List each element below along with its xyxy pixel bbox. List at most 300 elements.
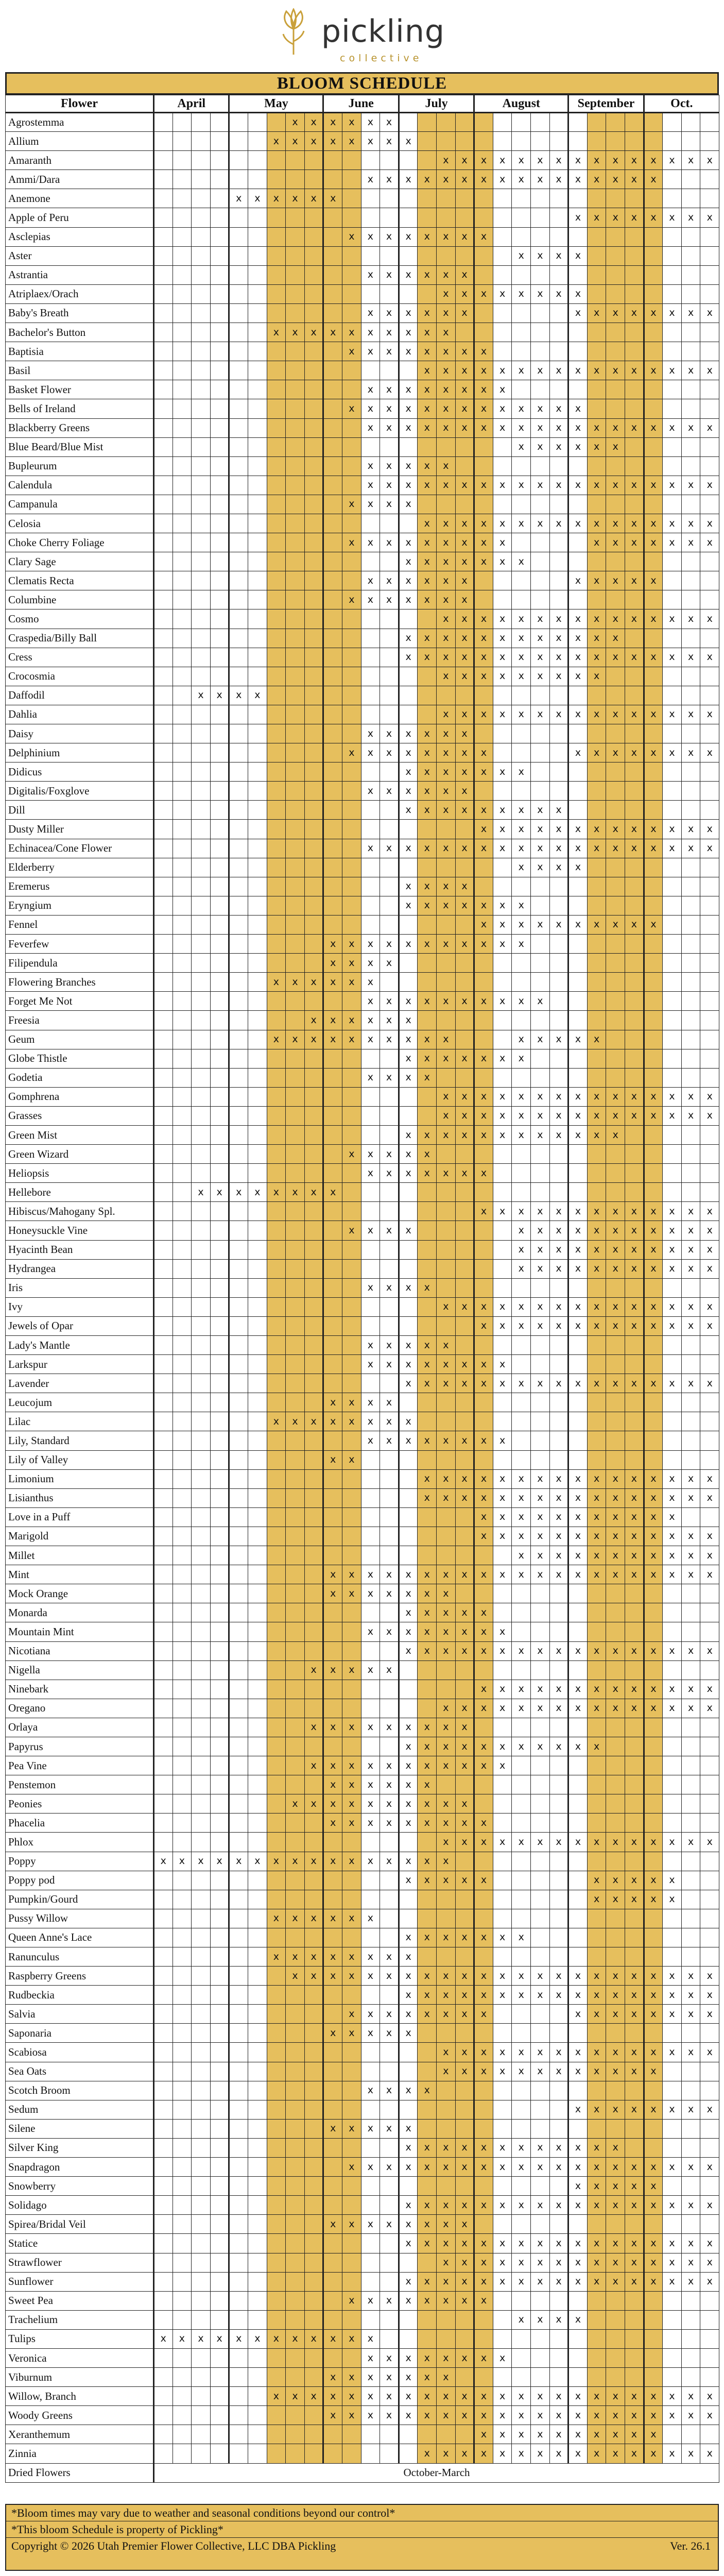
bloom-cell	[342, 361, 361, 380]
bloom-cell	[229, 1164, 248, 1183]
bloom-cell	[399, 1106, 418, 1125]
bloom-cell	[154, 189, 173, 208]
bloom-cell	[587, 323, 606, 342]
bloom-cell	[286, 1622, 305, 1641]
bloom-cell	[549, 113, 568, 132]
bloom-cell	[210, 973, 229, 992]
bloom-cell	[210, 2444, 229, 2463]
footer-notes	[5, 2504, 719, 2571]
bloom-cell	[286, 1775, 305, 1794]
bloom-cell	[681, 1145, 700, 1164]
bloom-cell: x	[700, 1565, 719, 1584]
bloom-cell	[437, 954, 456, 973]
bloom-cell	[644, 1145, 663, 1164]
bloom-cell	[154, 1221, 173, 1240]
bloom-cell	[304, 1240, 323, 1259]
bloom-cell	[229, 2081, 248, 2100]
bloom-cell	[286, 1125, 305, 1144]
bloom-cell	[192, 189, 211, 208]
bloom-cell: x	[512, 2253, 531, 2272]
bloom-cell	[681, 2329, 700, 2348]
bloom-cell	[399, 915, 418, 934]
bloom-cell: x	[323, 954, 342, 973]
bloom-cell	[493, 1030, 512, 1049]
bloom-cell	[173, 992, 192, 1011]
bloom-cell	[380, 1316, 399, 1335]
bloom-cell: x	[418, 1814, 437, 1833]
bloom-cell	[681, 170, 700, 189]
bloom-cell: x	[606, 476, 625, 495]
bloom-cell	[173, 2406, 192, 2425]
bloom-cell: x	[512, 2406, 531, 2425]
bloom-cell: x	[644, 1680, 663, 1699]
bloom-cell	[493, 113, 512, 132]
bloom-cell	[154, 1240, 173, 1259]
bloom-cell	[418, 495, 437, 514]
bloom-cell	[323, 1164, 342, 1183]
bloom-cell	[304, 303, 323, 323]
bloom-cell	[568, 1278, 588, 1297]
bloom-cell	[304, 1297, 323, 1316]
bloom-cell	[210, 113, 229, 132]
bloom-cell: x	[267, 132, 286, 151]
bloom-cell	[267, 1145, 286, 1164]
bloom-cell	[606, 1336, 625, 1355]
bloom-cell: x	[399, 1737, 418, 1756]
bloom-cell: x	[512, 2043, 531, 2062]
bloom-cell: x	[549, 1030, 568, 1049]
bloom-cell: x	[323, 1412, 342, 1431]
bloom-cell	[229, 1680, 248, 1699]
bloom-cell	[248, 514, 267, 533]
bloom-cell	[606, 284, 625, 303]
bloom-cell	[531, 533, 550, 552]
bloom-cell	[606, 113, 625, 132]
bloom-cell	[248, 2272, 267, 2291]
bloom-cell: x	[606, 303, 625, 323]
bloom-cell	[549, 380, 568, 399]
bloom-cell: x	[531, 648, 550, 667]
bloom-cell	[587, 1278, 606, 1297]
bloom-cell: x	[606, 1967, 625, 1986]
bloom-cell: x	[418, 2005, 437, 2024]
bloom-cell	[549, 2215, 568, 2234]
flower-name: Forget Me Not	[6, 992, 154, 1011]
bloom-cell: x	[380, 533, 399, 552]
bloom-cell: x	[606, 1316, 625, 1335]
bloom-cell	[399, 705, 418, 724]
bloom-cell: x	[606, 1680, 625, 1699]
bloom-cell: x	[267, 1947, 286, 1967]
bloom-cell: x	[644, 476, 663, 495]
bloom-cell	[493, 1909, 512, 1928]
bloom-cell	[304, 2310, 323, 2329]
bloom-cell: x	[549, 1565, 568, 1584]
bloom-cell	[587, 1068, 606, 1087]
bloom-cell: x	[493, 1049, 512, 1068]
bloom-cell	[361, 1986, 380, 2005]
bloom-cell	[304, 284, 323, 303]
bloom-cell	[192, 1718, 211, 1737]
bloom-cell: x	[681, 533, 700, 552]
bloom-cell	[474, 1259, 493, 1278]
bloom-cell	[229, 2310, 248, 2329]
bloom-cell	[361, 1833, 380, 1852]
bloom-cell: x	[455, 2062, 474, 2081]
bloom-cell: x	[342, 590, 361, 609]
bloom-cell	[531, 456, 550, 476]
bloom-cell	[210, 629, 229, 648]
bloom-cell: x	[323, 1852, 342, 1871]
bloom-cell	[342, 1680, 361, 1699]
bloom-cell: x	[342, 1393, 361, 1412]
flower-name: Lily of Valley	[6, 1450, 154, 1469]
flower-name: Mint	[6, 1565, 154, 1584]
bloom-cell	[361, 667, 380, 686]
bloom-cell: x	[568, 2177, 588, 2196]
bloom-cell	[192, 2406, 211, 2425]
bloom-cell	[304, 1699, 323, 1718]
bloom-cell: x	[606, 2062, 625, 2081]
bloom-cell	[210, 1011, 229, 1030]
bloom-cell	[700, 724, 719, 743]
bloom-cell	[173, 973, 192, 992]
flower-name: Pussy Willow	[6, 1909, 154, 1928]
bloom-cell: x	[493, 1087, 512, 1106]
bloom-cell: x	[625, 1699, 644, 1718]
bloom-cell: x	[493, 2234, 512, 2253]
bloom-cell: x	[342, 1011, 361, 1030]
bloom-cell	[304, 1603, 323, 1622]
flower-name: Queen Anne's Lace	[6, 1928, 154, 1947]
bloom-cell	[455, 1507, 474, 1527]
bloom-cell	[587, 973, 606, 992]
bloom-cell	[437, 495, 456, 514]
bloom-cell: x	[663, 2444, 682, 2463]
bloom-cell	[192, 1622, 211, 1641]
bloom-cell: x	[455, 2444, 474, 2463]
bloom-cell	[248, 2119, 267, 2138]
bloom-cell	[173, 724, 192, 743]
bloom-cell: x	[286, 189, 305, 208]
bloom-cell: x	[474, 896, 493, 915]
bloom-cell	[361, 1603, 380, 1622]
bloom-cell	[323, 2177, 342, 2196]
bloom-cell: x	[455, 877, 474, 896]
bloom-cell: x	[455, 724, 474, 743]
bloom-cell	[229, 2158, 248, 2177]
bloom-cell	[248, 1450, 267, 1469]
bloom-cell	[286, 208, 305, 227]
bloom-cell	[192, 1565, 211, 1584]
bloom-cell	[267, 877, 286, 896]
bloom-cell: x	[361, 2158, 380, 2177]
bloom-cell: x	[663, 1546, 682, 1565]
bloom-cell	[700, 1814, 719, 1833]
bloom-cell: x	[606, 1125, 625, 1144]
bloom-cell	[644, 1584, 663, 1603]
bloom-cell: x	[399, 782, 418, 801]
bloom-cell: x	[681, 2043, 700, 2062]
bloom-cell: x	[474, 915, 493, 934]
bloom-cell	[700, 1737, 719, 1756]
bloom-cell: x	[399, 1565, 418, 1584]
bloom-cell: x	[455, 2291, 474, 2310]
bloom-cell	[531, 1068, 550, 1087]
bloom-cell: x	[644, 2043, 663, 2062]
bloom-cell: x	[531, 2253, 550, 2272]
bloom-cell	[210, 1641, 229, 1660]
bloom-cell	[380, 1125, 399, 1144]
bloom-cell	[192, 514, 211, 533]
table-row	[6, 265, 719, 284]
bloom-cell	[323, 227, 342, 246]
bloom-cell	[173, 1603, 192, 1622]
bloom-cell	[154, 1737, 173, 1756]
bloom-cell	[512, 2119, 531, 2138]
bloom-cell: x	[587, 1297, 606, 1316]
bloom-cell	[474, 1660, 493, 1680]
bloom-cell	[361, 2177, 380, 2196]
bloom-cell: x	[361, 1756, 380, 1775]
bloom-cell: x	[399, 1967, 418, 1986]
bloom-cell	[323, 2100, 342, 2119]
bloom-cell	[323, 1221, 342, 1240]
bloom-cell: x	[474, 1527, 493, 1546]
bloom-cell	[663, 1450, 682, 1469]
table-row	[6, 877, 719, 896]
bloom-cell: x	[625, 1890, 644, 1909]
bloom-cell	[192, 1469, 211, 1488]
bloom-cell	[361, 2100, 380, 2119]
bloom-cell: x	[606, 2272, 625, 2291]
bloom-cell	[154, 2119, 173, 2138]
bloom-cell	[286, 1221, 305, 1240]
bloom-cell: x	[474, 1202, 493, 1221]
bloom-cell	[248, 743, 267, 762]
bloom-cell: x	[474, 1297, 493, 1316]
bloom-cell	[267, 2444, 286, 2463]
bloom-cell	[380, 1603, 399, 1622]
bloom-cell: x	[663, 533, 682, 552]
bloom-cell	[210, 1145, 229, 1164]
bloom-cell	[549, 2348, 568, 2367]
flower-name: Willow, Branch	[6, 2387, 154, 2406]
bloom-cell	[455, 1011, 474, 1030]
bloom-cell	[606, 2329, 625, 2348]
bloom-cell	[229, 1011, 248, 1030]
bloom-cell: x	[644, 361, 663, 380]
bloom-cell	[342, 2425, 361, 2444]
bloom-cell	[700, 1278, 719, 1297]
bloom-cell	[210, 801, 229, 820]
flower-name: Snapdragon	[6, 2158, 154, 2177]
table-row	[6, 2425, 719, 2444]
bloom-cell: x	[399, 418, 418, 437]
bloom-cell	[286, 1680, 305, 1699]
bloom-cell	[304, 2100, 323, 2119]
bloom-cell	[606, 667, 625, 686]
bloom-cell: x	[549, 1240, 568, 1259]
bloom-cell: x	[644, 1469, 663, 1488]
bloom-cell	[437, 1278, 456, 1297]
bloom-cell	[568, 992, 588, 1011]
bloom-cell	[700, 782, 719, 801]
bloom-cell	[587, 380, 606, 399]
bloom-cell: x	[399, 1852, 418, 1871]
flower-name: Rudbeckia	[6, 1986, 154, 2005]
bloom-cell: x	[210, 1183, 229, 1202]
bloom-cell: x	[192, 1852, 211, 1871]
dried-flowers-row	[6, 2463, 719, 2482]
bloom-cell: x	[568, 2100, 588, 2119]
bloom-cell	[380, 2138, 399, 2157]
bloom-cell	[210, 1871, 229, 1890]
bloom-cell: x	[418, 1794, 437, 1814]
bloom-cell: x	[399, 1622, 418, 1641]
bloom-cell: x	[380, 571, 399, 590]
bloom-cell	[210, 1794, 229, 1814]
bloom-cell	[399, 2043, 418, 2062]
bloom-cell	[549, 1947, 568, 1967]
bloom-cell	[549, 1622, 568, 1641]
bloom-cell	[173, 552, 192, 571]
bloom-cell: x	[323, 2024, 342, 2043]
bloom-cell	[380, 1106, 399, 1125]
bloom-cell: x	[418, 1164, 437, 1183]
bloom-cell	[361, 246, 380, 265]
bloom-cell	[323, 437, 342, 456]
flower-name: Blackberry Greens	[6, 418, 154, 437]
bloom-cell	[474, 1145, 493, 1164]
bloom-cell	[512, 1164, 531, 1183]
bloom-cell	[248, 629, 267, 648]
bloom-cell	[154, 2272, 173, 2291]
bloom-cell: x	[474, 2387, 493, 2406]
bloom-cell: x	[493, 1316, 512, 1335]
bloom-cell	[286, 705, 305, 724]
bloom-cell: x	[437, 2043, 456, 2062]
bloom-cell	[192, 2310, 211, 2329]
flower-name: Baptisia	[6, 342, 154, 361]
bloom-cell: x	[455, 2348, 474, 2367]
bloom-cell	[342, 2444, 361, 2463]
table-row	[6, 552, 719, 571]
bloom-cell: x	[568, 1527, 588, 1546]
bloom-cell	[568, 1183, 588, 1202]
bloom-cell	[304, 1087, 323, 1106]
bloom-cell	[587, 1775, 606, 1794]
bloom-cell	[437, 973, 456, 992]
bloom-cell	[361, 2253, 380, 2272]
bloom-cell: x	[512, 1928, 531, 1947]
bloom-cell	[210, 1527, 229, 1546]
bloom-cell	[304, 514, 323, 533]
bloom-cell	[418, 2024, 437, 2043]
bloom-cell: x	[493, 1125, 512, 1144]
bloom-cell	[437, 2081, 456, 2100]
bloom-cell	[549, 1183, 568, 1202]
bloom-cell	[210, 2291, 229, 2310]
bloom-cell	[229, 2196, 248, 2215]
bloom-cell	[380, 2444, 399, 2463]
bloom-cell: x	[380, 1565, 399, 1584]
bloom-cell	[229, 1603, 248, 1622]
bloom-cell	[493, 1718, 512, 1737]
bloom-cell	[248, 877, 267, 896]
bloom-cell	[192, 1316, 211, 1335]
bloom-cell	[418, 1546, 437, 1565]
bloom-cell	[210, 2100, 229, 2119]
bloom-cell: x	[700, 1546, 719, 1565]
bloom-cell	[606, 132, 625, 151]
bloom-cell	[248, 858, 267, 877]
bloom-cell	[644, 1030, 663, 1049]
bloom-cell	[568, 1584, 588, 1603]
bloom-cell	[154, 113, 173, 132]
bloom-cell: x	[437, 839, 456, 858]
bloom-cell	[192, 1087, 211, 1106]
bloom-cell: x	[455, 399, 474, 418]
bloom-cell: x	[418, 896, 437, 915]
bloom-cell: x	[455, 1125, 474, 1144]
bloom-cell	[304, 476, 323, 495]
bloom-cell	[304, 992, 323, 1011]
bloom-cell: x	[587, 839, 606, 858]
bloom-cell	[192, 820, 211, 839]
bloom-cell: x	[399, 992, 418, 1011]
bloom-cell	[286, 896, 305, 915]
bloom-cell: x	[568, 418, 588, 437]
bloom-cell	[700, 437, 719, 456]
bloom-cell: x	[380, 2158, 399, 2177]
bloom-cell: x	[493, 1986, 512, 2005]
bloom-cell: x	[568, 1125, 588, 1144]
bloom-cell: x	[380, 724, 399, 743]
bloom-cell	[681, 1278, 700, 1297]
flower-name: Sweet Pea	[6, 2291, 154, 2310]
bloom-cell	[493, 1660, 512, 1680]
table-row	[6, 2310, 719, 2329]
bloom-cell	[267, 456, 286, 476]
bloom-cell	[304, 1680, 323, 1699]
bloom-cell	[192, 858, 211, 877]
bloom-cell	[493, 2024, 512, 2043]
bloom-cell: x	[474, 2425, 493, 2444]
bloom-cell: x	[606, 1546, 625, 1565]
bloom-cell	[625, 495, 644, 514]
bloom-cell: x	[474, 2406, 493, 2425]
bloom-cell: x	[587, 2425, 606, 2444]
bloom-cell: x	[418, 514, 437, 533]
bloom-cell	[286, 648, 305, 667]
bloom-cell: x	[663, 1680, 682, 1699]
bloom-cell: x	[663, 1240, 682, 1259]
bloom-cell	[531, 2329, 550, 2348]
bloom-cell	[644, 437, 663, 456]
bloom-cell	[700, 2062, 719, 2081]
flower-name: Leucojum	[6, 1393, 154, 1412]
bloom-cell	[154, 2387, 173, 2406]
bloom-cell	[267, 1584, 286, 1603]
bloom-cell	[248, 1833, 267, 1852]
bloom-cell: x	[663, 514, 682, 533]
bloom-cell	[154, 762, 173, 782]
bloom-cell	[342, 1737, 361, 1756]
bloom-cell: x	[342, 954, 361, 973]
flower-name: Silver King	[6, 2138, 154, 2157]
bloom-cell: x	[644, 1106, 663, 1125]
